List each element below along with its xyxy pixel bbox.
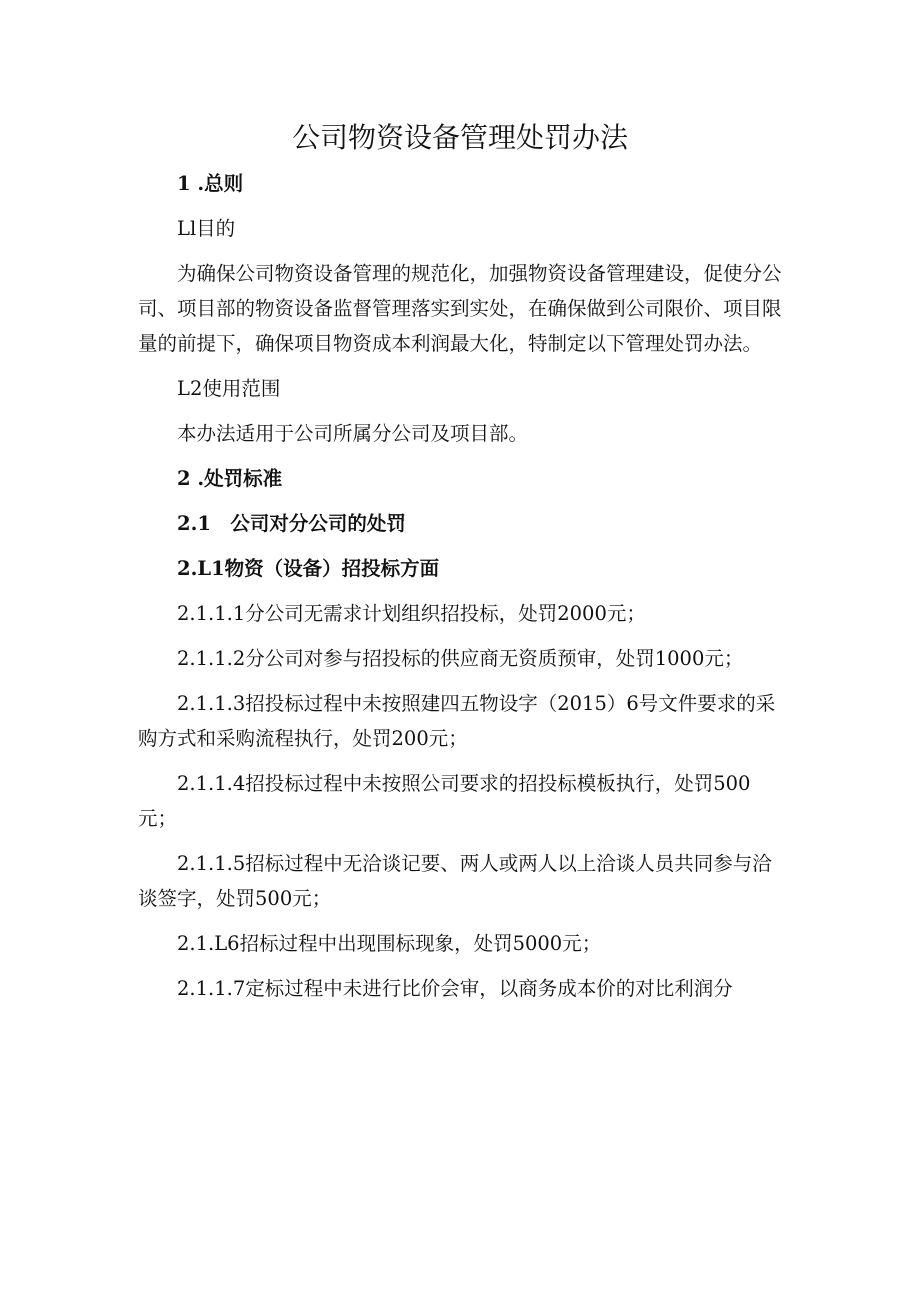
- section-heading: 1 .总则: [177, 172, 244, 195]
- clause-item: 2.1.1.7定标过程中未进行比价会审，以商务成本价的对比利润分: [177, 977, 733, 1000]
- clause-item: 2.1.1.4招投标过程中未按照公司要求的招投标模板执行，处罚500元；: [138, 772, 751, 830]
- clause-item: 2.1.1.2分公司对参与招投标的供应商无资质预审，处罚1000元；: [177, 647, 744, 670]
- subsection-heading: 2.L1物资（设备）招投标方面: [177, 557, 440, 580]
- document-title: 公司物资设备管理处罚办法: [291, 121, 628, 154]
- body-paragraph: 为确保公司物资设备管理的规范化，加强物资设备管理建设，促使分公司、项目部的物资设备监督管理落实到实处，在确保做到公司限价、项目限量的前提下，确保项目物资成本利润最大化，特制定以下管理处罚办法。: [138, 262, 782, 355]
- clause-item: 2.1.1.5招标过程中无洽谈记要、两人或两人以上洽谈人员共同参与洽谈签字，处罚500元；: [138, 852, 772, 910]
- subsection-heading: 2.1 公司对分公司的处罚: [177, 512, 406, 535]
- clause-item: 2.1.1.1分公司无需求计划组织招投标，处罚2000元；: [177, 602, 646, 625]
- subsection-heading: Ll目的: [177, 217, 236, 240]
- clause-item: 2.1.1.3招投标过程中未按照建四五物设字（2015）6号文件要求的采购方式和采购流程执行，处罚200元；: [138, 692, 776, 750]
- section-heading: 2 .处罚标准: [177, 467, 283, 490]
- body-paragraph: 本办法适用于公司所属分公司及项目部。: [177, 422, 529, 445]
- document-body: [138, 166, 788, 1016]
- subsection-heading: L2使用范围: [177, 377, 281, 400]
- clause-item: 2.1.L6招标过程中出现围标现象，处罚5000元；: [177, 932, 602, 955]
